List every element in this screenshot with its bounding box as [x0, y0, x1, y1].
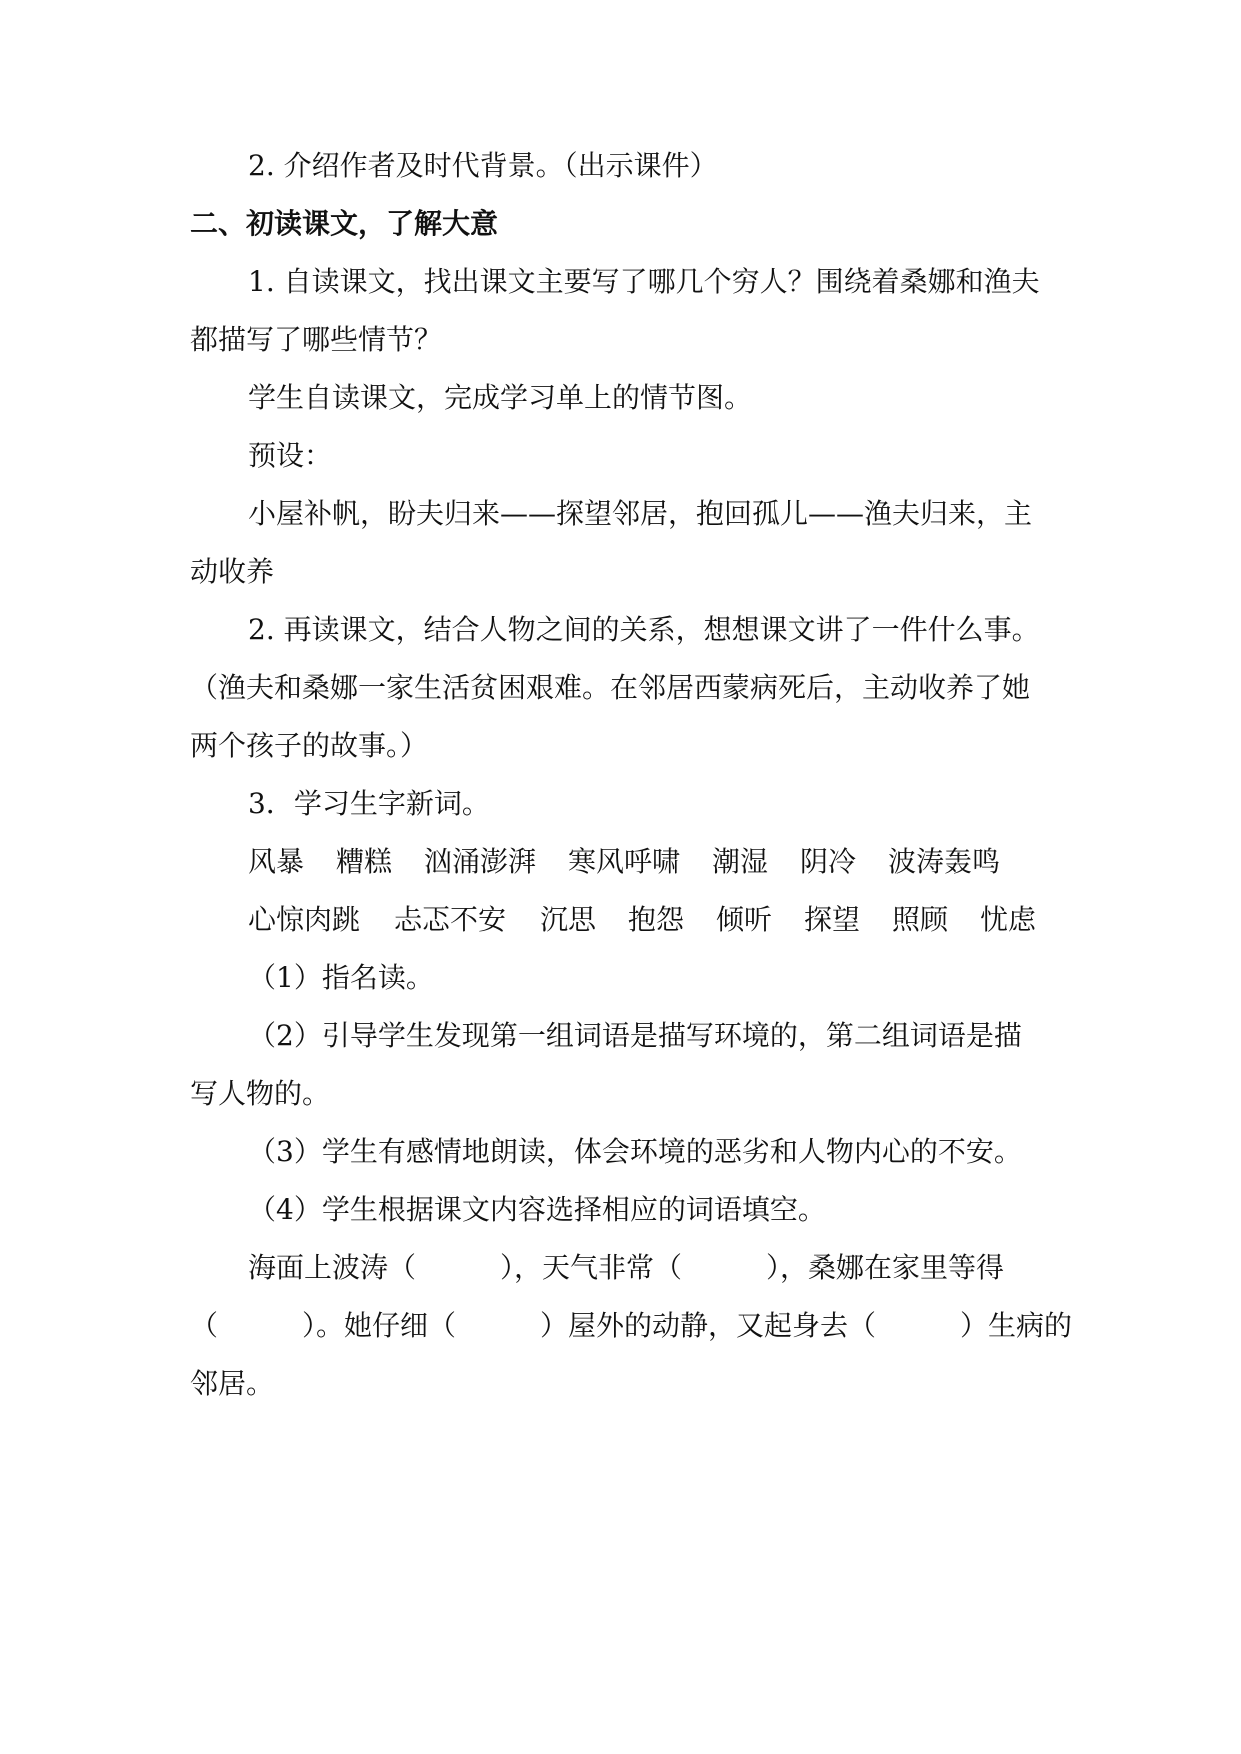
vocab-word: 潮湿	[712, 845, 769, 878]
vocab-word: 探望	[804, 903, 861, 936]
task1-line2: 都描写了哪些情节？	[190, 323, 443, 356]
task3-title: 3．学习生字新词。	[248, 787, 490, 820]
step-4: （4）学生根据课文内容选择相应的词语填空。	[248, 1193, 826, 1226]
vocab-word: 忧虑	[980, 903, 1037, 936]
vocab-word: 波涛轰鸣	[888, 845, 1001, 878]
task2-line2: （渔夫和桑娜一家生活贫困艰难。在邻居西蒙病死后，主动收养了她	[190, 671, 1031, 704]
vocab-word: 汹涌澎湃	[424, 845, 537, 878]
vocab-word: 抱怨	[628, 903, 685, 936]
vocab-word: 风暴	[248, 845, 305, 878]
task1-line1: 1. 自读课文，找出课文主要写了哪几个穷人？围绕着桑娜和渔夫	[248, 265, 1040, 298]
fill-blank-line2: （ ）。她仔细（ ）屋外的动静，又起身去（ ）生病的	[190, 1309, 1073, 1342]
vocab-word: 倾听	[716, 903, 773, 936]
intro-item: 2. 介绍作者及时代背景。（出示课件）	[248, 149, 718, 182]
preset-label: 预设：	[248, 439, 333, 472]
student-activity: 学生自读课文，完成学习单上的情节图。	[248, 381, 753, 414]
vocab-word: 忐忑不安	[394, 903, 507, 936]
task2-line1: 2. 再读课文，结合人物之间的关系，想想课文讲了一件什么事。	[248, 613, 1040, 646]
vocab-word: 寒风呼啸	[568, 845, 681, 878]
vocab-word: 沉思	[540, 903, 597, 936]
fill-blank-line3: 邻居。	[190, 1367, 275, 1400]
fill-blank-line1: 海面上波涛（ ），天气非常（ ），桑娜在家里等得	[248, 1251, 1005, 1284]
task2-line3: 两个孩子的故事。）	[190, 729, 429, 762]
plot-line2: 动收养	[190, 555, 275, 588]
vocab-word: 照顾	[892, 903, 949, 936]
vocab-word: 心惊肉跳	[248, 903, 361, 936]
section-heading: 二、初读课文，了解大意	[190, 207, 499, 240]
step-1: （1）指名读。	[248, 961, 434, 994]
step-3: （3）学生有感情地朗读，体会环境的恶劣和人物内心的不安。	[248, 1135, 1022, 1168]
plot-line1: 小屋补帆，盼夫归来——探望邻居，抱回孤儿——渔夫归来，主	[248, 497, 1033, 530]
vocab-word: 阴冷	[800, 845, 857, 878]
vocab-word: 糟糕	[336, 845, 393, 878]
step-2-line2: 写人物的。	[190, 1077, 331, 1110]
step-2-line1: （2）引导学生发现第一组词语是描写环境的，第二组词语是描	[248, 1019, 1022, 1052]
